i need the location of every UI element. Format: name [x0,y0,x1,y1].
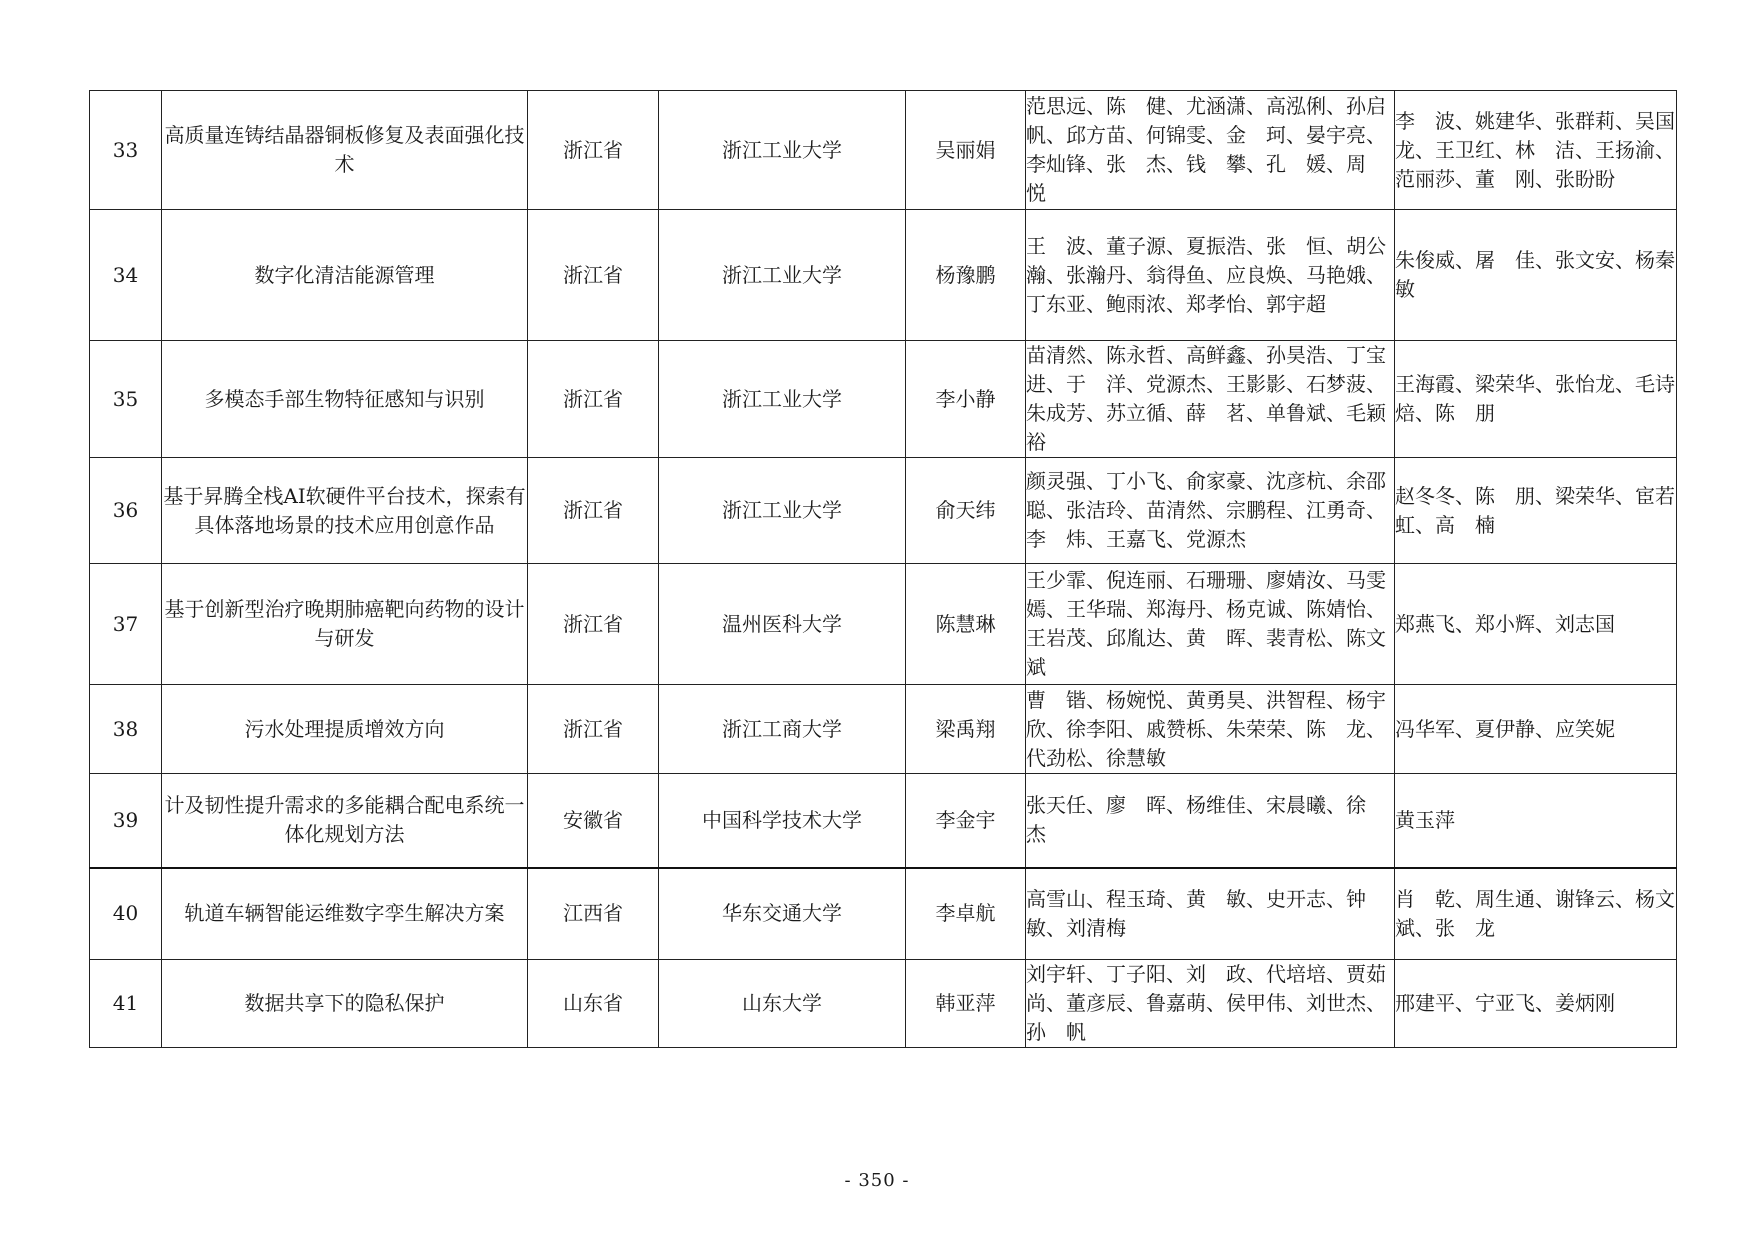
row-number: 33 [90,91,162,210]
project-title: 高质量连铸结晶器铜板修复及表面强化技术 [162,91,528,210]
row-number: 36 [90,458,162,564]
table-row [90,685,1677,774]
row-number: 37 [90,564,162,685]
table-row [90,341,1677,458]
team-leader: 梁禹翔 [906,685,1026,774]
school-name: 山东大学 [659,960,906,1048]
advisors: 朱俊威、屠 佳、张文安、杨秦敏 [1395,210,1677,341]
school-name: 浙江工商大学 [659,685,906,774]
table-row [90,210,1677,341]
advisors: 李 波、姚建华、张群莉、吴国龙、王卫红、林 洁、王扬渝、范丽莎、董 刚、张盼盼 [1395,91,1677,210]
school-name: 华东交通大学 [659,868,906,960]
province: 浙江省 [528,458,659,564]
team-leader: 李卓航 [906,868,1026,960]
table-row [90,564,1677,685]
team-leader: 俞天纬 [906,458,1026,564]
school-name: 中国科学技术大学 [659,774,906,868]
team-members: 曹 锴、杨婉悦、黄勇昊、洪智程、杨宇欣、徐李阳、戚赞栎、朱荣荣、陈 龙、代劲松、徐慧敏 [1026,685,1395,774]
province: 浙江省 [528,341,659,458]
school-name: 浙江工业大学 [659,210,906,341]
project-title: 数字化清洁能源管理 [162,210,528,341]
row-number: 34 [90,210,162,341]
province: 安徽省 [528,774,659,868]
school-name: 温州医科大学 [659,564,906,685]
advisors: 赵冬冬、陈 朋、梁荣华、宦若虹、高 楠 [1395,458,1677,564]
school-name: 浙江工业大学 [659,91,906,210]
team-members: 范思远、陈 健、尤涵潇、高泓俐、孙启帆、邱方苗、何锦雯、金 珂、晏宇亮、李灿锋、张 杰、钱 攀、孔 媛、周 悦 [1026,91,1395,210]
award-table [89,90,1677,1048]
table-body [90,91,1677,1048]
team-members: 张天任、廖 晖、杨维佳、宋晨曦、徐 杰 [1026,774,1395,868]
province: 山东省 [528,960,659,1048]
province: 浙江省 [528,685,659,774]
team-leader: 吴丽娟 [906,91,1026,210]
table-row [90,458,1677,564]
table-row [90,868,1677,960]
team-members: 高雪山、程玉琦、黄 敏、史开志、钟 敏、刘清梅 [1026,868,1395,960]
advisors: 王海霞、梁荣华、张怡龙、毛诗焙、陈 朋 [1395,341,1677,458]
team-members: 王 波、董子源、夏振浩、张 恒、胡公瀚、张瀚丹、翁得鱼、应良焕、马艳娥、丁东亚、鲍雨浓、郑孝怡、郭宇超 [1026,210,1395,341]
province: 浙江省 [528,210,659,341]
school-name: 浙江工业大学 [659,341,906,458]
project-title: 数据共享下的隐私保护 [162,960,528,1048]
team-members: 苗清然、陈永哲、高鲜鑫、孙昊浩、丁宝进、于 洋、党源杰、王影影、石梦菠、朱成芳、苏立循、薛 茗、单鲁斌、毛颖裕 [1026,341,1395,458]
project-title: 基于昇腾全栈AI软硬件平台技术，探索有具体落地场景的技术应用创意作品 [162,458,528,564]
table-row [90,774,1677,868]
advisors: 黄玉萍 [1395,774,1677,868]
advisors: 邢建平、宁亚飞、姜炳刚 [1395,960,1677,1048]
team-leader: 李金宇 [906,774,1026,868]
team-members: 颜灵强、丁小飞、俞家豪、沈彦杭、余邵聪、张洁玲、苗清然、宗鹏程、江勇奇、李 炜、王嘉飞、党源杰 [1026,458,1395,564]
project-title: 污水处理提质增效方向 [162,685,528,774]
project-title: 基于创新型治疗晚期肺癌靶向药物的设计与研发 [162,564,528,685]
table-row [90,960,1677,1048]
project-title: 轨道车辆智能运维数字孪生解决方案 [162,868,528,960]
advisors: 郑燕飞、郑小辉、刘志国 [1395,564,1677,685]
row-number: 39 [90,774,162,868]
province: 浙江省 [528,564,659,685]
advisors: 肖 乾、周生通、谢锋云、杨文斌、张 龙 [1395,868,1677,960]
team-leader: 李小静 [906,341,1026,458]
team-leader: 陈慧琳 [906,564,1026,685]
project-title: 计及韧性提升需求的多能耦合配电系统一体化规划方法 [162,774,528,868]
province: 浙江省 [528,91,659,210]
row-number: 35 [90,341,162,458]
team-leader: 杨豫鹏 [906,210,1026,341]
team-leader: 韩亚萍 [906,960,1026,1048]
row-number: 41 [90,960,162,1048]
advisors: 冯华军、夏伊静、应笑妮 [1395,685,1677,774]
row-number: 40 [90,868,162,960]
team-members: 王少霏、倪连丽、石珊珊、廖婧汝、马雯嫣、王华瑞、郑海丹、杨克诚、陈婧怡、王岩茂、邱胤达、黄 晖、裴青松、陈文斌 [1026,564,1395,685]
page-number: - 350 - [844,1170,910,1191]
team-members: 刘宇轩、丁子阳、刘 政、代培培、贾茹尚、董彦辰、鲁嘉萌、侯甲伟、刘世杰、孙 帆 [1026,960,1395,1048]
project-title: 多模态手部生物特征感知与识别 [162,341,528,458]
row-number: 38 [90,685,162,774]
province: 江西省 [528,868,659,960]
table-row [90,91,1677,210]
school-name: 浙江工业大学 [659,458,906,564]
